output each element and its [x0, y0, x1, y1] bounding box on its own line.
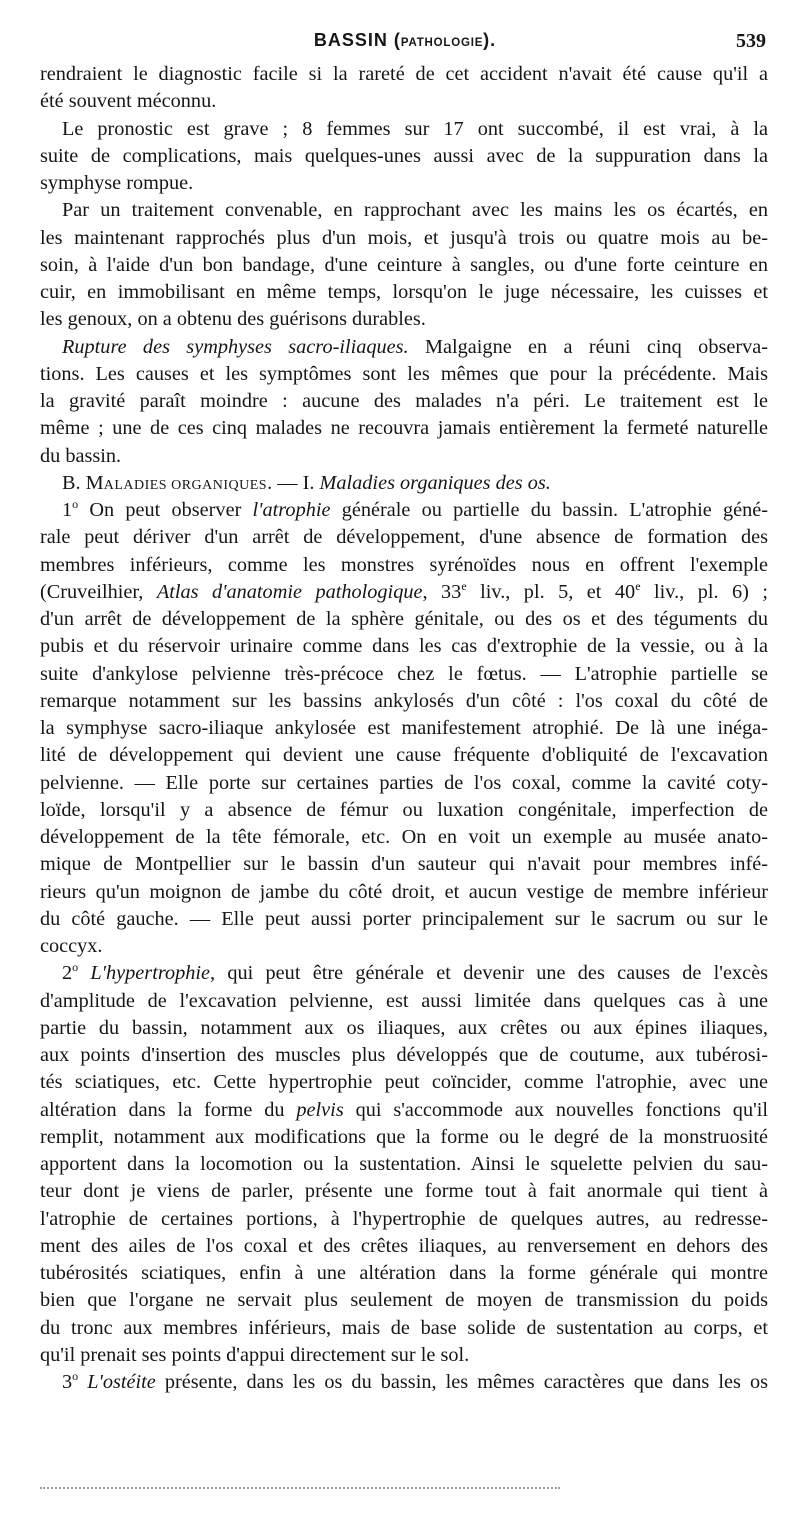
text-line: du côté gauche. — Elle peut aussi porter principalement sur le sacrum ou sur le [40, 907, 768, 930]
text-line: la gravité paraît moindre : aucune des malades n'a péri. Le traitement est le [40, 390, 768, 412]
text-line: apportent dans la locomotion ou la sustentation. Ainsi le squelette pelvien du sau- [40, 1153, 768, 1175]
text-line: Par un traitement convenable, en rapprochant avec les mains les os écartés, en [62, 199, 768, 222]
text-line: Rupture des symphyses sacro-iliaques. Malgaigne en a réuni cinq observa- [62, 335, 768, 358]
text-line: cuir, en immobilisant en même temps, lorsqu'on le juge nécessaire, les cuisses et [40, 281, 768, 303]
text-line: d'amplitude de l'excavation pelvienne, est aussi limitée dans quelques cas à une [40, 989, 768, 1012]
text-line: Le pronostic est grave ; 8 femmes sur 17 ont succombé, il est vrai, à la [62, 117, 768, 140]
text-line: bien que l'organe ne servait plus seulement de moyen de transmission du poids [40, 1289, 768, 1312]
text-line: même ; une de ces cinq malades ne recouvra jamais entièrement la fermeté naturelle [40, 417, 768, 440]
text-line: loïde, lorsqu'il y a absence de fémur ou luxation congénitale, imperfection de [40, 798, 768, 821]
running-title: BASSIN (PATHOLOGIE). [313, 30, 497, 50]
text-line: B. MALADIES ORGANIQUES. — I. Maladies organiques des os. [62, 471, 551, 494]
text-line: rendraient le diagnostic facile si la rareté de cet accident n'avait été cause qu'il a [40, 63, 768, 85]
text-line: pelvienne. — Elle porte sur certaines parties de l'os coxal, comme la cavité coty- [40, 771, 768, 794]
text-line: symphyse rompue. [40, 172, 194, 194]
text-line: les maintenant rapprochés plus d'un mois, et jusqu'à trois ou quatre mois au be- [40, 226, 768, 249]
text-line: tions. Les causes et les symptômes sont les mêmes que pour la précédente. Mais [40, 362, 768, 385]
text-line: du tronc aux membres inférieurs, mais de base solide de sustentation au corps, et [40, 1316, 768, 1339]
text-line: aux points d'insertion des muscles plus développés que de coutume, aux tubérosi- [40, 1044, 768, 1066]
text-line: du bassin. [40, 444, 122, 467]
text-line: partie du bassin, notamment aux os iliaques, aux crêtes ou aux épines iliaques, [40, 1016, 768, 1039]
text-line: la symphyse sacro-iliaque ankylosée est manifestement atrophié. De là une inéga- [40, 717, 768, 739]
text-line: (Cruveilhier, Atlas d'anatomie pathologique, 33e liv., pl. 5, et 40e liv., pl. 6) ; [40, 578, 769, 603]
text-line: suite de complications, mais quelques-unes aussi avec de la suppuration dans la [40, 144, 768, 167]
text-line: suite d'ankylose pelvienne très-précoce chez le fœtus. — L'atrophie partielle se [40, 662, 768, 685]
text-line: développement de la tête fémorale, etc. On en voit un exemple au musée anato- [40, 826, 768, 848]
text-line: l'atrophie de certaines portions, à l'hypertrophie de quelques autres, au redresse- [40, 1207, 768, 1230]
text-line: 2$^o$ L'hypertrophie, qui peut être générale et devenir une des causes de l'excès [62, 960, 768, 985]
text-line: soin, à l'aide d'un bon bandage, d'une ceinture à sangles, ou d'une forte ceinture en [40, 253, 768, 276]
text-line: rieurs qu'un moignon de jambe du côté droit, et aucun vestige de membre inférieur [40, 880, 768, 903]
text-line: d'un arrêt de développement de la sphère génitale, ou des os et des téguments du [40, 608, 768, 630]
text-line: pubis et du réservoir urinaire comme dans les cas d'extrophie de la vessie, ou à la [40, 635, 768, 658]
text-line: teur dont je viens de parler, présente une forme tout à fait anormale qui tient à [40, 1180, 768, 1203]
page-number: 539 [736, 30, 766, 52]
text-line: été souvent méconnu. [40, 90, 217, 113]
text-line: tubérosités sciatiques, enfin à une altération dans la forme générale qui montre [40, 1262, 768, 1284]
text-line: coccyx. [40, 935, 103, 957]
footer-divider [40, 1481, 560, 1489]
text-line: tés sciatiques, etc. Cette hypertrophie peut coïncider, comme l'atrophie, avec une [40, 1071, 768, 1094]
text-line: remplit, notamment aux modifications que la forme ou le degré de la monstruosité [40, 1125, 768, 1148]
running-header [40, 30, 770, 60]
text-line: altération dans la forme du pelvis qui s'accommode aux nouvelles fonctions qu'il [40, 1098, 769, 1121]
text-line: les genoux, on a obtenu des guérisons durables. [40, 308, 426, 331]
text-line: membres inférieurs, comme les monstres syrénoïdes nous en offrent l'exemple [40, 553, 768, 576]
text-line: remarque notamment sur les bassins ankylosés d'un côté : l'os coxal du côté de [40, 689, 768, 712]
text-line: qu'il prenait ses points d'appui directement sur le sol. [40, 1343, 470, 1366]
body-text [40, 61, 768, 1396]
text-line: 1$^o$ On peut observer l'atrophie générale ou partielle du bassin. L'atrophie géné- [62, 497, 768, 521]
text-line: lité de développement qui devient une cause fréquente d'obliquité de l'excavation [40, 744, 768, 767]
text-line: mique de Montpellier sur le bassin d'un sauteur qui n'avait pour membres infé- [40, 853, 768, 876]
text-line: 3$^o$ L'ostéite présente, dans les os du bassin, les mêmes caractères que dans les os [62, 1369, 768, 1393]
text-line: ment des ailes de l'os coxal et des crêtes iliaques, au renversement en dehors des [40, 1234, 768, 1257]
text-line: rale peut dériver d'un arrêt de développement, d'une absence de formation des [40, 526, 768, 549]
